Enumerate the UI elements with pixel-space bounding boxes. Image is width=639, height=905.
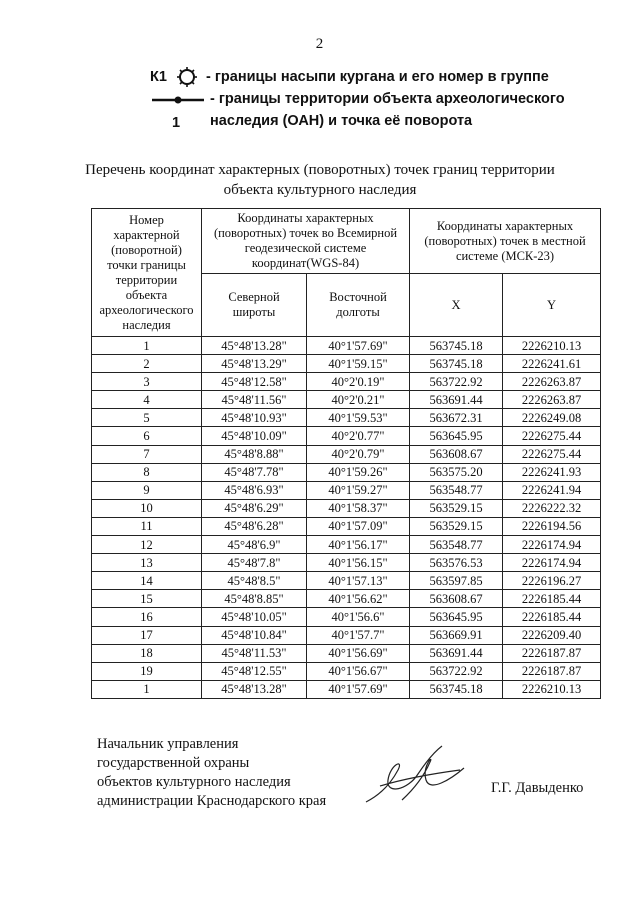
cell-longitude: 40°1'59.15"	[307, 355, 410, 373]
cell-point-number: 7	[92, 445, 202, 463]
cell-y: 2226275.44	[503, 445, 601, 463]
cell-y: 2226241.93	[503, 463, 601, 481]
cell-y: 2226241.94	[503, 481, 601, 499]
cell-y: 2226174.94	[503, 554, 601, 572]
cell-y: 2226249.08	[503, 409, 601, 427]
cell-point-number: 9	[92, 481, 202, 499]
cell-longitude: 40°1'59.27"	[307, 481, 410, 499]
cell-x: 563529.15	[410, 499, 503, 517]
title-line-2: объекта культурного наследия	[223, 182, 417, 198]
cell-y: 2226196.27	[503, 572, 601, 590]
cell-longitude: 40°2'0.21"	[307, 391, 410, 409]
cell-y: 2226187.87	[503, 644, 601, 662]
cell-latitude: 45°48'8.5"	[202, 572, 307, 590]
header-wgs84: Координаты характерных (поворотных) точек во Всемирной геодезической системе координат(WGS-84)	[202, 209, 410, 274]
position-line: администрации Краснодарского края	[97, 793, 327, 809]
legend-point-number: 1	[172, 115, 181, 131]
cell-x: 563691.44	[410, 391, 503, 409]
cell-point-number: 3	[92, 373, 202, 391]
cell-latitude: 45°48'10.09"	[202, 427, 307, 445]
cell-longitude: 40°2'0.79"	[307, 445, 410, 463]
cell-point-number: 17	[92, 626, 202, 644]
cell-longitude: 40°1'57.7"	[307, 626, 410, 644]
header-msk23: Координаты характерных (поворотных) точек в местной системе (МСК-23)	[410, 209, 601, 274]
handwritten-signature	[360, 740, 470, 810]
cell-y: 2226209.40	[503, 626, 601, 644]
cell-x: 563529.15	[410, 517, 503, 535]
cell-latitude: 45°48'13.28"	[202, 337, 307, 355]
cell-y: 2226241.61	[503, 355, 601, 373]
cell-x: 563608.67	[410, 445, 503, 463]
table-row	[92, 445, 601, 463]
cell-point-number: 4	[92, 391, 202, 409]
cell-x: 563597.85	[410, 572, 503, 590]
cell-longitude: 40°1'57.69"	[307, 337, 410, 355]
legend-boundary-line2: наследия (ОАН) и точка её поворота	[210, 113, 473, 129]
table-row	[92, 499, 601, 517]
cell-y: 2226185.44	[503, 608, 601, 626]
cell-latitude: 45°48'6.28"	[202, 517, 307, 535]
cell-point-number: 16	[92, 608, 202, 626]
table-row	[92, 662, 601, 680]
cell-y: 2226194.56	[503, 517, 601, 535]
table-row	[92, 536, 601, 554]
boundary-line-icon	[150, 88, 206, 110]
cell-latitude: 45°48'6.93"	[202, 481, 307, 499]
cell-x: 563672.31	[410, 409, 503, 427]
cell-x: 563745.18	[410, 355, 503, 373]
cell-longitude: 40°1'56.69"	[307, 644, 410, 662]
cell-x: 563608.67	[410, 590, 503, 608]
coordinates-table	[91, 208, 601, 699]
cell-y: 2226174.94	[503, 536, 601, 554]
cell-point-number: 18	[92, 644, 202, 662]
cell-x: 563548.77	[410, 536, 503, 554]
header-y: Y	[503, 274, 601, 337]
table-row	[92, 626, 601, 644]
cell-latitude: 45°48'10.84"	[202, 626, 307, 644]
table-row	[92, 337, 601, 355]
cell-longitude: 40°1'57.13"	[307, 572, 410, 590]
cell-longitude: 40°2'0.19"	[307, 373, 410, 391]
cell-longitude: 40°1'56.62"	[307, 590, 410, 608]
cell-y: 2226210.13	[503, 680, 601, 698]
cell-latitude: 45°48'13.29"	[202, 355, 307, 373]
cell-latitude: 45°48'7.78"	[202, 463, 307, 481]
cell-latitude: 45°48'6.29"	[202, 499, 307, 517]
signatory-position	[97, 735, 326, 811]
cell-point-number: 19	[92, 662, 202, 680]
cell-point-number: 5	[92, 409, 202, 427]
header-x: X	[410, 274, 503, 337]
table-row	[92, 463, 601, 481]
cell-point-number: 6	[92, 427, 202, 445]
cell-y: 2226185.44	[503, 590, 601, 608]
cell-latitude: 45°48'8.88"	[202, 445, 307, 463]
cell-point-number: 14	[92, 572, 202, 590]
legend-boundary-cont	[150, 110, 610, 132]
cell-longitude: 40°1'56.17"	[307, 536, 410, 554]
cell-longitude: 40°1'56.6"	[307, 608, 410, 626]
position-line: Начальник управления	[97, 736, 239, 752]
legend-boundary-line1: - границы территории объекта археологического	[210, 91, 565, 107]
cell-y: 2226222.32	[503, 499, 601, 517]
cell-y: 2226263.87	[503, 391, 601, 409]
table-row	[92, 427, 601, 445]
cell-latitude: 45°48'11.56"	[202, 391, 307, 409]
table-row	[92, 608, 601, 626]
cell-point-number: 1	[92, 680, 202, 698]
cell-x: 563722.92	[410, 373, 503, 391]
cell-longitude: 40°1'59.53"	[307, 409, 410, 427]
mound-code: К1	[150, 69, 167, 85]
mound-circle-icon	[175, 66, 199, 88]
position-line: объектов культурного наследия	[97, 774, 291, 790]
cell-latitude: 45°48'12.55"	[202, 662, 307, 680]
cell-latitude: 45°48'10.93"	[202, 409, 307, 427]
cell-x: 563575.20	[410, 463, 503, 481]
table-row	[92, 355, 601, 373]
table-row	[92, 517, 601, 535]
table-row	[92, 554, 601, 572]
cell-x: 563576.53	[410, 554, 503, 572]
cell-latitude: 45°48'11.53"	[202, 644, 307, 662]
header-latitude: Северной широты	[202, 274, 307, 337]
table-row	[92, 391, 601, 409]
cell-point-number: 12	[92, 536, 202, 554]
cell-longitude: 40°1'57.69"	[307, 680, 410, 698]
cell-x: 563745.18	[410, 337, 503, 355]
cell-point-number: 13	[92, 554, 202, 572]
cell-latitude: 45°48'13.28"	[202, 680, 307, 698]
table-row	[92, 481, 601, 499]
cell-point-number: 10	[92, 499, 202, 517]
page-number: 2	[315, 36, 324, 52]
cell-latitude: 45°48'7.8"	[202, 554, 307, 572]
header-point-number: Номер характерной (поворотной) точки границы территории объекта археологического наследия	[92, 209, 202, 337]
cell-latitude: 45°48'6.9"	[202, 536, 307, 554]
cell-point-number: 11	[92, 517, 202, 535]
cell-latitude: 45°48'10.05"	[202, 608, 307, 626]
title-line-1: Перечень координат характерных (поворотных) точек границ территории	[85, 162, 555, 178]
table-row	[92, 644, 601, 662]
table-row	[92, 409, 601, 427]
cell-longitude: 40°1'59.26"	[307, 463, 410, 481]
legend-boundary	[150, 88, 610, 110]
legend-mound	[150, 66, 610, 88]
cell-x: 563722.92	[410, 662, 503, 680]
cell-x: 563745.18	[410, 680, 503, 698]
cell-longitude: 40°1'56.15"	[307, 554, 410, 572]
cell-x: 563669.91	[410, 626, 503, 644]
table-row	[92, 373, 601, 391]
table-row	[92, 572, 601, 590]
table-row	[92, 680, 601, 698]
cell-point-number: 15	[92, 590, 202, 608]
table-row	[92, 590, 601, 608]
cell-point-number: 8	[92, 463, 202, 481]
document-title	[60, 160, 580, 200]
cell-x: 563645.95	[410, 427, 503, 445]
header-longitude: Восточной долготы	[307, 274, 410, 337]
cell-longitude: 40°2'0.77"	[307, 427, 410, 445]
cell-point-number: 1	[92, 337, 202, 355]
cell-longitude: 40°1'56.67"	[307, 662, 410, 680]
cell-x: 563645.95	[410, 608, 503, 626]
legend	[150, 66, 610, 132]
position-line: государственной охраны	[97, 755, 250, 771]
cell-x: 563691.44	[410, 644, 503, 662]
cell-y: 2226263.87	[503, 373, 601, 391]
legend-mound-text: - границы насыпи кургана и его номер в группе	[206, 69, 549, 85]
cell-latitude: 45°48'12.58"	[202, 373, 307, 391]
cell-y: 2226187.87	[503, 662, 601, 680]
cell-point-number: 2	[92, 355, 202, 373]
cell-longitude: 40°1'58.37"	[307, 499, 410, 517]
cell-x: 563548.77	[410, 481, 503, 499]
cell-y: 2226275.44	[503, 427, 601, 445]
cell-latitude: 45°48'8.85"	[202, 590, 307, 608]
cell-longitude: 40°1'57.09"	[307, 517, 410, 535]
cell-y: 2226210.13	[503, 337, 601, 355]
mound-symbol	[150, 66, 204, 88]
signatory-name: Г.Г. Давыденко	[491, 780, 584, 796]
